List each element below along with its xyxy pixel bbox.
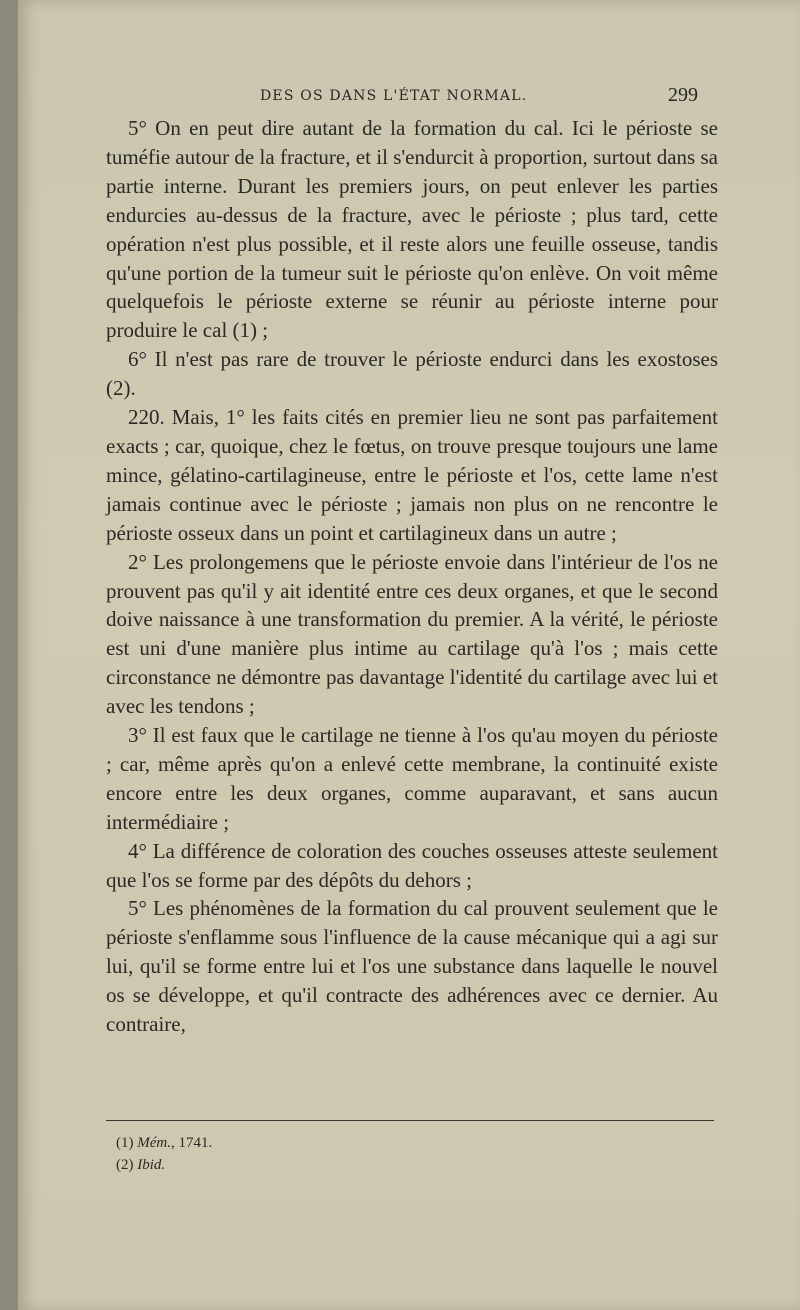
paragraph-220-2: 2° Les prolongemens que le périoste envoie dans l'intérieur de l'os ne prouvent pas qu'il y ait identité entre ces deux organes, et que le second doive naissance à une transformation du premier. A la vérité, le périoste est uni d'une manière plus intime au cartilage qu'à l'os ; mais cette circonstance ne démontre pas davantage l'identité du cartilage avec lui et avec les tendons ;	[106, 549, 718, 719]
footnote-1	[116, 1132, 212, 1154]
paragraph-220-5: 5° Les phénomènes de la formation du cal prouvent seulement que le périoste s'enflamme sous l'influence de la cause mécanique qui a agi sur lui, qu'il se forme entre lui et l'os une substance dans laquelle le nouvel os se développe, et qu'il contracte des adhérences avec ce dernier. Au contraire,	[106, 896, 718, 1037]
paragraph-220-4: 4° La différence de coloration des couches osseuses atteste seulement que l'os se forme par des dépôts du dehors ;	[106, 838, 718, 892]
running-head: DES OS DANS L'ÉTAT NORMAL.	[260, 88, 528, 104]
page-number: 299	[668, 84, 698, 106]
body-text	[106, 114, 718, 1039]
footnote-suffix: , 1741.	[171, 1135, 213, 1151]
paragraph-6-exostoses: 6° Il n'est pas rare de trouver le périoste endurci dans les exostoses (2).	[106, 347, 718, 401]
footnote-source: Ibid.	[137, 1157, 166, 1173]
footnote-marker: (2)	[116, 1157, 134, 1173]
paragraph-5-cal: 5° On en peut dire autant de la formation du cal. Ici le périoste se tuméfie autour de la fracture, et il s'endurcit à proportion, surtout dans sa partie interne. Durant les premiers jours, on peut enlever les parties endurcies au-dessus de la fracture, avec le périoste ; plus tard, cette opération n'est plus possible, et il reste alors une feuille osseuse, tandis qu'une portion de la tumeur suit le périoste qu'on enlève. On voit même quelquefois le périoste externe se réunir au périoste interne pour produire le cal (1) ;	[106, 116, 718, 343]
footnotes	[116, 1132, 212, 1176]
paragraph-220: 220. Mais, 1° les faits cités en premier lieu ne sont pas parfaitement exacts ; car, quoique, chez le fœtus, on trouve presque toujours une lame mince, gélatino-cartilagineuse, entre le périoste et l'os, cette lame n'est jamais continue avec le périoste ; jamais non plus on ne rencontre le périoste osseux dans un point et cartilagineux dans un autre ;	[106, 405, 718, 545]
book-page	[18, 0, 800, 1310]
footnote-marker: (1)	[116, 1135, 134, 1151]
page-header	[18, 84, 800, 114]
footnote-source: Mém.	[137, 1135, 171, 1151]
footnote-divider	[106, 1120, 714, 1121]
footnote-2	[116, 1154, 212, 1176]
paragraph-220-3: 3° Il est faux que le cartilage ne tienne à l'os qu'au moyen du périoste ; car, même après qu'on a enlevé cette membrane, la continuité existe encore entre les deux organes, comme auparavant, et sans aucun intermédiaire ;	[106, 723, 718, 834]
